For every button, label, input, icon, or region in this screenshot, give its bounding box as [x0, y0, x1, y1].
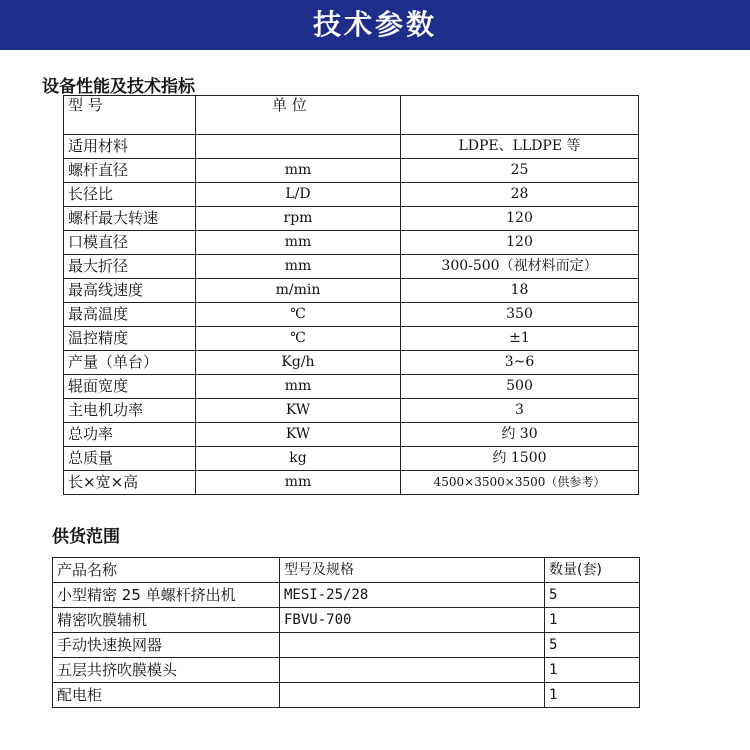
supply-qty-cell: 5	[545, 633, 640, 658]
spec-value-cell: ±1	[401, 327, 639, 351]
spec-value-cell: 28	[401, 183, 639, 207]
supply-row	[53, 633, 640, 658]
specs-row	[64, 399, 639, 423]
spec-value-cell: 350	[401, 303, 639, 327]
supply-qty-cell: 5	[545, 583, 640, 608]
supply-row	[53, 683, 640, 708]
spec-unit-cell: mm	[196, 471, 401, 495]
spec-item-cell: 长径比	[64, 183, 196, 207]
spec-item-cell: 主电机功率	[64, 399, 196, 423]
spec-value-cell: LDPE、LLDPE 等	[401, 135, 639, 159]
specs-row	[64, 207, 639, 231]
spec-item-cell: 最高温度	[64, 303, 196, 327]
supply-name-cell: 五层共挤吹膜模头	[53, 658, 280, 683]
spec-value-cell: 120	[401, 231, 639, 255]
spec-unit-cell: rpm	[196, 207, 401, 231]
spec-unit-cell: m/min	[196, 279, 401, 303]
supply-name-cell: 小型精密 25 单螺杆挤出机	[53, 583, 280, 608]
specs-row	[64, 255, 639, 279]
spec-item-cell: 最高线速度	[64, 279, 196, 303]
spec-value-cell: 500	[401, 375, 639, 399]
spec-unit-cell: mm	[196, 375, 401, 399]
supply-header-name: 产品名称	[53, 558, 280, 583]
supply-name-cell: 精密吹膜辅机	[53, 608, 280, 633]
spec-unit-cell: Kg/h	[196, 351, 401, 375]
spec-item-cell: 辊面宽度	[64, 375, 196, 399]
spec-value-cell: 约 1500	[401, 447, 639, 471]
spec-item-cell: 口模直径	[64, 231, 196, 255]
spec-item-cell: 长×宽×高	[64, 471, 196, 495]
supply-model-cell: MESI-25/28	[280, 583, 545, 608]
supply-model-cell	[280, 683, 545, 708]
spec-unit-cell: mm	[196, 231, 401, 255]
supply-name-cell: 配电柜	[53, 683, 280, 708]
supply-qty-cell: 1	[545, 658, 640, 683]
specs-row	[64, 351, 639, 375]
spec-value-cell: 300-500（视材料而定）	[401, 255, 639, 279]
specs-row	[64, 159, 639, 183]
specs-header-item: 型 号	[64, 96, 196, 135]
specs-row	[64, 423, 639, 447]
supply-name-cell: 手动快速换网器	[53, 633, 280, 658]
page-banner	[0, 0, 750, 50]
spec-unit-cell: kg	[196, 447, 401, 471]
specs-header-unit: 单 位	[196, 96, 401, 135]
specs-section-title: 设备性能及技术指标	[42, 77, 195, 97]
spec-item-cell: 温控精度	[64, 327, 196, 351]
specs-row	[64, 231, 639, 255]
specs-row	[64, 135, 639, 159]
spec-item-cell: 总质量	[64, 447, 196, 471]
supply-model-cell: FBVU-700	[280, 608, 545, 633]
spec-unit-cell: ℃	[196, 303, 401, 327]
spec-unit-cell: ℃	[196, 327, 401, 351]
specs-row	[64, 375, 639, 399]
spec-value-cell: 约 30	[401, 423, 639, 447]
supply-row	[53, 658, 640, 683]
supply-header-row	[53, 558, 640, 583]
spec-item-cell: 适用材料	[64, 135, 196, 159]
spec-unit-cell: mm	[196, 159, 401, 183]
specs-header-row	[64, 96, 639, 135]
supply-section-title: 供货范围	[52, 527, 120, 547]
specs-row	[64, 447, 639, 471]
supply-header-qty: 数量(套)	[545, 558, 640, 583]
spec-item-cell: 螺杆直径	[64, 159, 196, 183]
spec-value-cell: 4500×3500×3500（供参考）	[401, 471, 639, 495]
spec-unit-cell: mm	[196, 255, 401, 279]
specs-row	[64, 471, 639, 495]
specs-row	[64, 327, 639, 351]
spec-value-cell: 120	[401, 207, 639, 231]
specs-row	[64, 303, 639, 327]
supply-qty-cell: 1	[545, 608, 640, 633]
supply-table	[52, 557, 640, 708]
supply-row	[53, 608, 640, 633]
spec-value-cell: 3~6	[401, 351, 639, 375]
spec-unit-cell: KW	[196, 399, 401, 423]
supply-model-cell	[280, 633, 545, 658]
spec-item-cell: 产量（单台）	[64, 351, 196, 375]
spec-value-cell: 25	[401, 159, 639, 183]
supply-model-cell	[280, 658, 545, 683]
specs-header-value	[401, 96, 639, 135]
supply-header-model: 型号及规格	[280, 558, 545, 583]
spec-item-cell: 螺杆最大转速	[64, 207, 196, 231]
spec-item-cell: 总功率	[64, 423, 196, 447]
specs-table	[63, 95, 639, 495]
supply-qty-cell: 1	[545, 683, 640, 708]
spec-value-cell: 3	[401, 399, 639, 423]
specs-row	[64, 183, 639, 207]
spec-item-cell: 最大折径	[64, 255, 196, 279]
banner-title: 技术参数	[312, 8, 437, 41]
supply-row	[53, 583, 640, 608]
spec-value-cell: 18	[401, 279, 639, 303]
spec-unit-cell	[196, 135, 401, 159]
spec-unit-cell: L/D	[196, 183, 401, 207]
spec-unit-cell: KW	[196, 423, 401, 447]
specs-row	[64, 279, 639, 303]
